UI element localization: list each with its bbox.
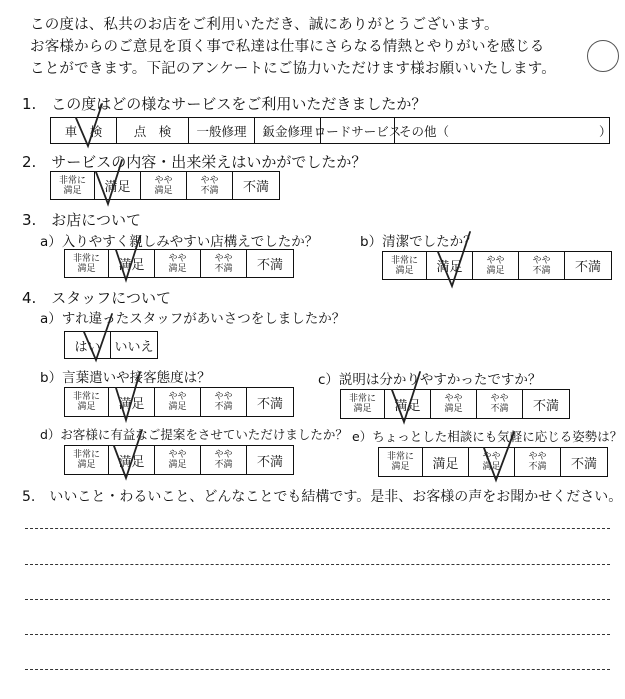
label: 満足 [486,265,505,276]
label: 非常に [72,392,100,402]
comment-line-5[interactable] [25,669,610,670]
label: 満足 [63,185,82,196]
rating-row-q4b [64,387,294,417]
label: やや [214,253,233,264]
label: 不満 [214,460,233,470]
circle-stamp [587,40,619,72]
label: やや [214,392,233,402]
label: やや [168,392,187,402]
label: やや [444,394,463,404]
answer-yes[interactable]: はい [65,332,111,358]
label: 満足 [353,404,372,414]
rating-somewhat-satisfied[interactable] [155,250,201,277]
question-3: 3. お店について [22,211,142,229]
rating-somewhat-dissatisfied[interactable] [201,446,247,474]
question-3a: a）入りやすく親しみやすい店構えでしたか？ [40,234,319,250]
rating-somewhat-dissatisfied[interactable] [201,250,247,277]
rating-satisfied[interactable]: 満足 [109,446,155,474]
rating-dissatisfied[interactable]: 不満 [256,396,283,412]
label: 不満 [200,185,219,196]
rating-dissatisfied[interactable]: 不満 [574,260,601,275]
rating-row-q4c [340,389,570,419]
option-road-service[interactable]: ロードサービス [321,118,395,143]
rating-very-satisfied[interactable] [65,250,109,277]
rating-satisfied[interactable]: 満足 [109,388,155,416]
question-4: 4. スタッフについて [22,289,172,307]
label: 不満 [528,462,547,472]
label: 満足 [168,263,187,274]
rating-somewhat-satisfied[interactable] [469,448,515,476]
question-3b: b）清潔でしたか？ [360,234,477,250]
rating-somewhat-dissatisfied[interactable] [201,388,247,416]
rating-very-satisfied[interactable] [65,388,109,416]
rating-somewhat-satisfied[interactable] [155,388,201,416]
question-4b: b）言葉遣いや接客態度は？ [40,370,211,386]
label: 不満 [214,402,233,412]
question-4d: d）お客様に有益なご提案をさせていただけましたか？ [40,427,348,442]
option-bodywork[interactable]: 鈑金修理 [255,118,321,143]
label: やや [214,450,233,460]
label: 満足 [168,460,187,470]
rating-dissatisfied[interactable]: 不満 [570,456,597,472]
rating-row-q2 [50,171,280,200]
label: 満足 [77,263,96,274]
rating-dissatisfied[interactable]: 不満 [256,258,283,273]
rating-very-satisfied[interactable] [383,252,427,279]
intro-line-1: この度は、私共のお店をご利用いただき、誠にありがとうございます。 [30,17,499,33]
label: 満足 [482,462,501,472]
comment-line-3[interactable] [25,599,610,600]
rating-dissatisfied[interactable]: 不満 [256,454,283,470]
label: 満足 [444,404,463,414]
label: 不満 [490,404,509,414]
label: やや [486,255,505,266]
option-other[interactable]: その他（ ） [399,123,612,139]
rating-somewhat-satisfied[interactable] [141,172,187,199]
intro-line-3: ことができます。下記のアンケートにご協力いただけます様お願いいたします。 [30,61,557,77]
yes-no-row [64,331,158,359]
label: 非常に [72,253,100,264]
intro-text [30,14,620,80]
rating-somewhat-satisfied[interactable] [431,390,477,418]
label: 不満 [532,265,551,276]
option-inspection[interactable]: 点 検 [117,118,189,143]
label: 満足 [168,402,187,412]
rating-very-satisfied[interactable] [379,448,423,476]
rating-row-q3a [64,249,294,278]
rating-somewhat-dissatisfied[interactable] [187,172,233,199]
question-2: 2. サービスの内容・出来栄えはいかがでしたか？ [22,153,367,171]
label: 満足 [395,265,414,276]
rating-satisfied[interactable]: 満足 [385,390,431,418]
question-4e: e）ちょっとした相談にも気軽に応じる姿勢は？ [352,429,623,444]
rating-row-q4e [378,447,608,477]
label: 満足 [154,185,173,196]
rating-satisfied[interactable]: 満足 [427,252,473,279]
rating-satisfied[interactable]: 満足 [423,448,469,476]
question-4a: a）すれ違ったスタッフがあいさつをしましたか？ [40,311,346,327]
label: やや [168,450,187,460]
rating-dissatisfied[interactable]: 不満 [532,398,559,414]
label: 満足 [391,462,410,472]
label: 非常に [386,452,414,462]
label: 非常に [58,175,86,186]
label: 非常に [348,394,376,404]
rating-very-satisfied[interactable] [341,390,385,418]
label: やや [482,452,501,462]
question-5: 5. いいこと・わるいこと、どんなことでも結構です。是非、お客様の声をお聞かせください。 [22,489,623,505]
rating-somewhat-satisfied[interactable] [473,252,519,279]
rating-row-q4d [64,445,294,475]
rating-somewhat-dissatisfied[interactable] [519,252,565,279]
label: 非常に [72,450,100,460]
comment-line-4[interactable] [25,634,610,635]
question-1: 1. この度はどの様なサービスをご利用いただきましたか？ [22,95,427,113]
label: やや [154,175,173,186]
rating-dissatisfied[interactable]: 不満 [242,180,269,195]
rating-satisfied[interactable]: 満足 [95,172,141,199]
rating-very-satisfied[interactable] [51,172,95,199]
label: やや [200,175,219,186]
label: やや [532,255,551,266]
intro-line-2: お客様からのご意見を頂く事で私達は仕事にさらなる情熱とやりがいを感じる [30,39,545,55]
label: やや [528,452,547,462]
rating-somewhat-dissatisfied[interactable] [515,448,561,476]
label: 満足 [77,460,96,470]
comment-line-1[interactable] [25,528,610,529]
label: 非常に [390,255,418,266]
comment-line-2[interactable] [25,564,610,565]
rating-somewhat-satisfied[interactable] [155,446,201,474]
rating-very-satisfied[interactable] [65,446,109,474]
label: やや [168,253,187,264]
label: 不満 [214,263,233,274]
option-general-repair[interactable]: 一般修理 [189,118,255,143]
service-options [50,117,610,144]
label: やや [490,394,509,404]
rating-somewhat-dissatisfied[interactable] [477,390,523,418]
question-4c: c）説明は分かりやすかったですか？ [318,372,542,388]
option-shaken[interactable]: 車 検 [51,118,117,143]
answer-no[interactable]: いいえ [114,339,154,355]
rating-satisfied[interactable]: 満足 [109,250,155,277]
label: 満足 [77,402,96,412]
rating-row-q3b [382,251,612,280]
